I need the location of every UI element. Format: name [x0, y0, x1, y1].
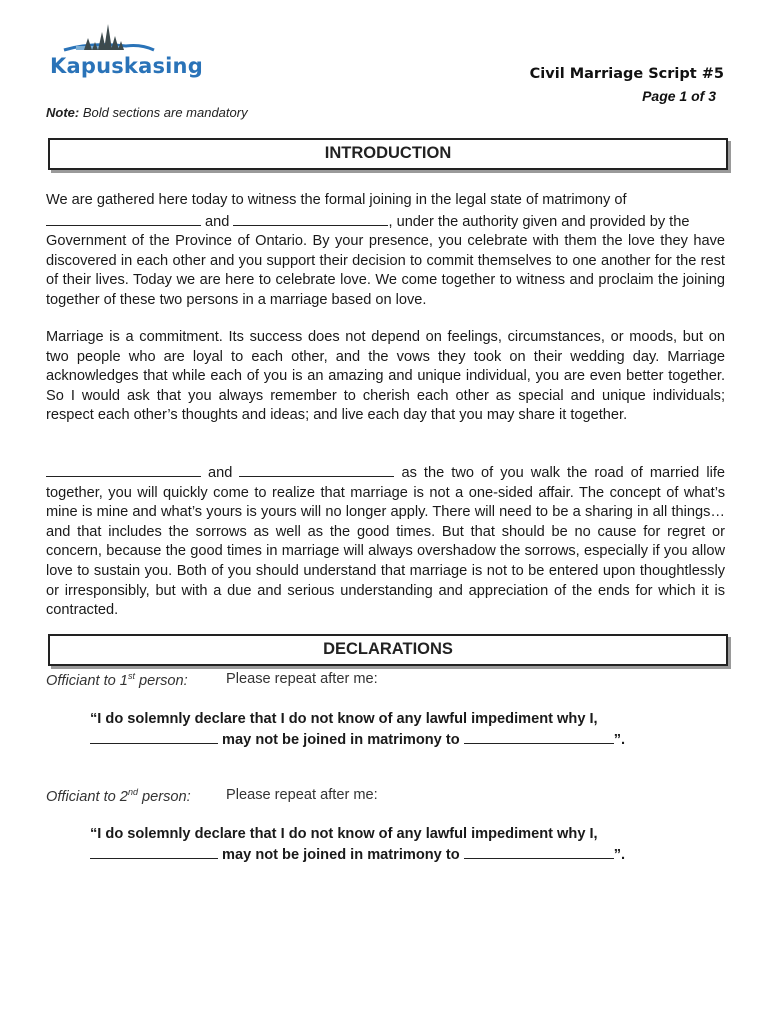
name-blank[interactable] [46, 462, 201, 477]
intro-p1-authority: , under the authority given and provided by the [388, 213, 690, 230]
second-declaration-vow [90, 824, 690, 865]
first-vow-line-2: may not be joined in matrimony to ”. [90, 729, 690, 750]
intro-paragraph-1 [46, 191, 725, 311]
note-text: Bold sections are mandatory [79, 105, 248, 120]
officiant-second-role: Officiant to 2nd person: [46, 787, 191, 805]
name-blank[interactable] [46, 211, 201, 226]
second-vow-line-1: “I do solemnly declare that I do not know of any lawful impediment why I, [90, 826, 598, 842]
tree-skyline-icon [46, 22, 196, 58]
officiant-second-instruction: Please repeat after me: [226, 787, 378, 803]
script-title: Civil Marriage Script #5 [529, 66, 724, 82]
page-number: Page 1 of 3 [642, 88, 716, 104]
name-blank[interactable] [464, 729, 614, 744]
note-label: Note: [46, 105, 80, 120]
second-vow-line-2: may not be joined in matrimony to ”. [90, 844, 690, 865]
first-vow-line-1: “I do solemnly declare that I do not know of any lawful impediment why I, [90, 711, 598, 727]
officiant-second-line [46, 787, 378, 805]
intro-p3-text: as the two of you walk the road of married life together, you will quickly come to realize that marriage is not a one-sided affair. The concept of what’s mine is mine and what’s yours is yours will no longer apply. There will need to be a sharing in all things…and that includes the sorrows as well as the good times. But that should be no cause for regret or concern, because the good times in marriage will always overshadow the sorrows, especially if you allow love to sustain you. Both of you should understand that marriage is not to be entered upon thoughtlessly or irresponsibly, but with a due and serious understanding and appreciation of the ends for which it is contracted. [46, 465, 725, 619]
intro-p1-and: and [201, 213, 234, 230]
officiant-first-line [46, 671, 378, 689]
intro-p1-line-2 [46, 211, 725, 233]
kapuskasing-logo [46, 22, 203, 84]
officiant-first-instruction: Please repeat after me: [226, 671, 378, 687]
intro-p1-line-1: We are gathered here today to witness the formal joining in the legal state of matrimony of [46, 192, 627, 208]
intro-paragraph-3 [46, 462, 725, 621]
name-blank[interactable] [233, 211, 388, 226]
note-line [46, 105, 248, 120]
name-blank[interactable] [90, 729, 218, 744]
name-blank[interactable] [239, 462, 394, 477]
intro-p3-and: and [201, 465, 240, 481]
declarations-heading: DECLARATIONS [48, 634, 728, 666]
officiant-first-role: Officiant to 1st person: [46, 671, 188, 689]
introduction-heading: INTRODUCTION [48, 138, 728, 170]
name-blank[interactable] [90, 844, 218, 859]
logo-text: Kapuskasing [50, 54, 203, 78]
name-blank[interactable] [464, 844, 614, 859]
intro-paragraph-2: Marriage is a commitment. Its success does not depend on feelings, circumstances, or moods, but on two people who are loyal to each other, and the vows they took on their wedding day. Marriage acknowledges that while each of you is an amazing and unique individual, you are even better together. So I would ask that you always remember to cherish each other as special and unique individuals; respect each other’s thoughts and ideas; and live each day that you may share it together. [46, 329, 725, 424]
first-declaration-vow [90, 709, 690, 750]
intro-p1-line-3: Government of the Province of Ontario. By your presence, you celebrate with them the love they have discovered in each other and you support their decision to commit themselves to one another for the rest of their lives. Today we are here to celebrate love. We come together to witness and proclaim the joining together of these two persons in a marriage based on love. [46, 233, 725, 308]
